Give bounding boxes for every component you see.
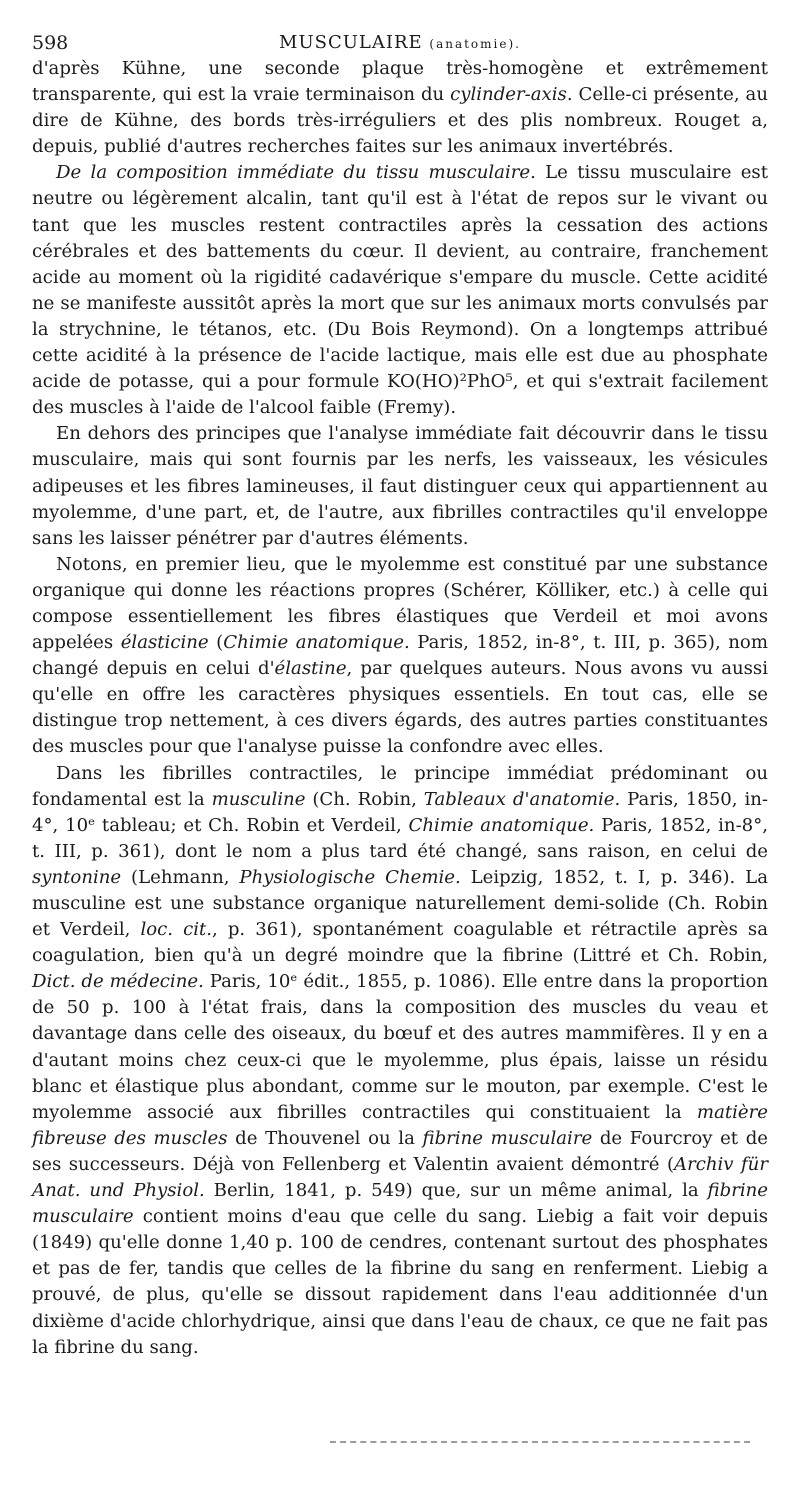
paragraph [32,761,768,1361]
text-run: Dans les fibrilles contractiles, le principe immédiat prédominant ou fondamental est la [32,762,768,810]
text-run: , p. 361), spontanément coagulable et rétractile après sa coagulation, bien qu'à un degré moindre que la fibrine (Littré et Ch. Robin, [32,919,768,967]
running-title [32,32,768,53]
text-run: d'après Kühne, une seconde plaque très-homogène et extrêmement transparente, qui est la vraie terminaison du [32,58,768,106]
italic-run: cylinder-axis [450,84,567,106]
paragraph [32,421,768,551]
paragraph [32,552,768,761]
italic-run: Archiv für Anat. und Physiol. [32,1153,768,1202]
text-run: de Fourcroy et de ses successeurs. Déjà von Fellenberg et Valentin avaient démontré ( [32,1127,768,1175]
text-run: contient moins d'eau que celle du sang. Liebig a fait voir depuis (1849) qu'elle donne 1,40 p. 100 de cendres, contenant surtout des phosphates et pas de fer, tandis que celles de la fibrine du sang en renferment. Liebig a prouvé, de plus, qu'elle se dissout rapidement dans l'eau additionnée d'un dixième d'acide chlorhydrique, ainsi que dans l'eau de chaux, ce que ne fait pas la fibrine du sang. [32,1206,768,1358]
text-run: (Lehmann, [121,866,240,888]
text-run: , par quelques auteurs. Nous avons vu aussi qu'elle en offre les caractères physiques essentiels. En tout cas, elle se distingue trop nettement, à ces divers égards, des autres parties constituantes des muscles pour que l'analyse puisse la confondre avec elles. [32,658,768,758]
italic-run: élastine [274,658,347,680]
paragraph [32,56,768,160]
italic-run: De la composition immédiate du tissu musculaire. [56,162,536,184]
italic-run: élasticine [120,632,209,654]
text-run: Paris, 10ᵉ édit., 1855, p. 1086). Elle entre dans la proportion de 50 p. 100 à l'état frais, dans la composition des muscles du veau et davantage dans celle des oiseaux, du bœuf et des autres mammifères. Il y en a d'autant moins chez ceux-ci que le myolemme, plus épais, laisse un résidu blanc et élastique plus abondant, comme sur le mouton, par exemple. C'est le myolemme associé aux fibrilles contractiles qui constituaient la [32,971,768,1123]
book-page [32,22,768,1361]
italic-run: Dict. de médecine. [32,971,204,993]
italic-run: musculine [211,788,306,810]
text-run: (Ch. Robin, [305,788,424,810]
body-text [32,56,768,1361]
text-run: Paris, 1850, in-4°, 10ᵉ tableau; et Ch. Robin et Verdeil, [32,788,768,836]
italic-run: syntonine [32,866,122,888]
text-run: . Celle-ci présente, au dire de Kühne, des bords très-irréguliers et des plis nombreux. Rouget a, depuis, publié d'autres recherches faites sur les animaux invertébrés. [32,84,768,158]
footer-rule [330,1441,750,1443]
text-run: Paris, 1852, in-8°, t. III, p. 365), nom changé depuis en celui d' [32,632,768,680]
paragraph [32,160,768,421]
text-run: de Thouvenel ou la [227,1127,423,1149]
italic-run: Physiologische Chemie. [239,866,461,888]
italic-run: fibrine musculaire [32,1180,768,1228]
text-run: Leipzig, 1852, t. I, p. 346). La musculine est une substance organique naturellement demi-solide (Ch. Robin et Verdeil, [32,866,768,941]
italic-run: loc. cit. [140,919,213,941]
text-run: Notons, en premier lieu, que le myolemme est constitué par une substance organique qui donne les réactions propres (Schérer, Kölliker, etc.) à celle qui compose essentiellement les fibres élastiques que Verdeil et moi avons appelées [32,553,768,654]
italic-run: Chimie anatomique. [408,814,595,836]
text-run: Le tissu musculaire est neutre ou légèrement alcalin, tant qu'il est à l'état de repos sur le vivant ou tant que les muscles restent contractiles après la cessation des actions cérébrales et des battements du cœur. Il devient, au contraire, franchement acide au moment où la rigidité cadavérique s'empare du muscle. Cette acidité ne se manifeste aussitôt après la mort que sur les animaux morts convulsés par la strychnine, le tétanos, etc. (Du Bois Reymond). On a longtemps attribué cette acidité à la présence de l'acide lactique, mais elle est due au phosphate acide de potasse, qui a pour formule KO(HO)²PhO⁵, et qui s'extrait facilement des muscles à l'aide de l'alcool faible (Fremy). [32,162,768,419]
text-run: Paris, 1852, in-8°, t. III, p. 361), dont le nom a plus tard été changé, sans raison, en celui de [32,814,768,862]
italic-run: fibrine musculaire [422,1127,593,1149]
running-header [32,22,768,56]
italic-run: Tableaux d'anatomie. [423,788,621,810]
italic-run: matière fibreuse des muscles [32,1101,768,1149]
running-title-main: MUSCULAIRE [279,32,423,53]
text-run: En dehors des principes que l'analyse immédiate fait découvrir dans le tissu musculaire, mais qui sont fournis par les nerfs, les vaisseaux, les vésicules adipeuses et les fibres lamineuses, il faut distinguer ceux qui appartiennent au myolemme, d'une part, et, de l'autre, aux fibrilles contractiles qu'il enveloppe sans les laisser pénétrer par d'autres éléments. [32,423,768,549]
running-title-subtitle: (anatomie). [429,37,521,51]
page-number: 598 [32,32,69,54]
text-run: Berlin, 1841, p. 549) que, sur un même animal, la [204,1180,708,1202]
text-run: ( [208,632,224,654]
italic-run: Chimie anatomique. [223,632,410,654]
